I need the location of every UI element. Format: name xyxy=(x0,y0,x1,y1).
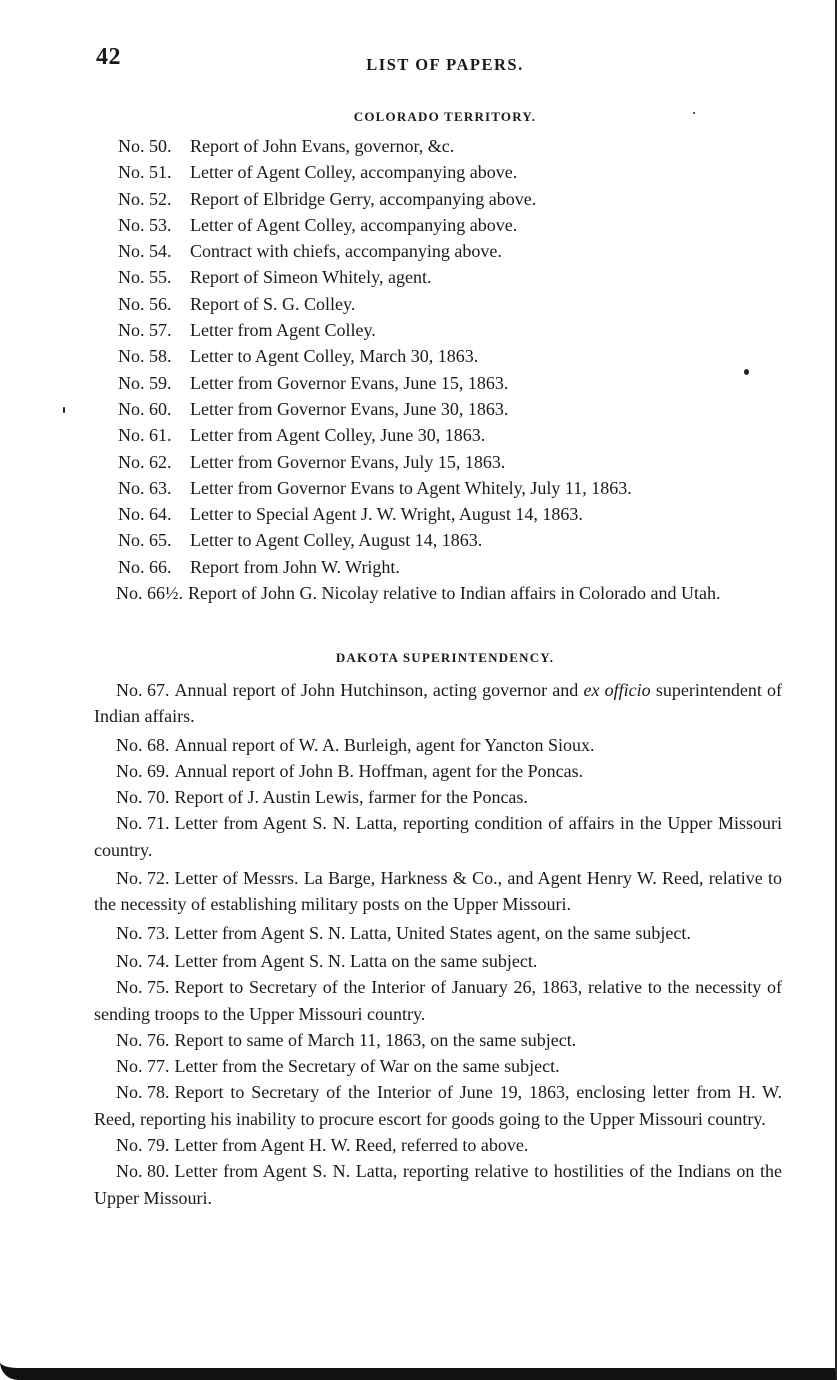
entry-number: No. 77. xyxy=(116,1056,170,1077)
entry-text: Letter to Special Agent J. W. Wright, August 14, 1863. xyxy=(190,504,583,525)
list-item xyxy=(94,449,782,475)
list-item xyxy=(94,865,782,918)
colorado-entry-list xyxy=(94,133,782,580)
entry-number: No. 71. xyxy=(116,813,170,834)
list-item xyxy=(94,370,782,396)
ink-speck xyxy=(744,369,749,375)
entry-text: Letter from Agent S. N. Latta on the same subject. xyxy=(174,950,538,971)
entry-number: No. 79. xyxy=(116,1135,170,1156)
entry-number: No. 54. xyxy=(118,241,172,262)
entry-number: No. 69. xyxy=(116,760,170,781)
entry-text: Annual report of W. A. Burleigh, agent for Yancton Sioux. xyxy=(174,734,595,755)
entry-number: No. 64. xyxy=(118,504,172,525)
entry-number: No. 58. xyxy=(118,346,172,367)
entry-text: Report from John W. Wright. xyxy=(190,556,400,577)
list-item xyxy=(94,501,782,527)
entry-text: Letter of Messrs. La Barge, Harkness & Co., and Agent Henry W. Reed, relative to the necessity of establishing military posts on the Upper Missouri. xyxy=(94,868,782,915)
entry-number: No. 60. xyxy=(118,398,172,419)
entry-number: No. 66½. xyxy=(116,583,183,603)
list-item xyxy=(94,212,782,238)
list-item xyxy=(94,974,782,1027)
entry-number: No. 50. xyxy=(118,136,172,156)
entry-text: Report to same of March 11, 1863, on the same subject. xyxy=(174,1029,577,1050)
entry-text: Letter from Agent H. W. Reed, referred to above. xyxy=(174,1135,529,1156)
list-item xyxy=(94,291,782,317)
entry-number: No. 70. xyxy=(116,787,170,808)
entry-text: Letter from Governor Evans, June 15, 1863. xyxy=(190,372,509,393)
entry-number: No. 52. xyxy=(118,188,172,209)
entry-text: Report of Elbridge Gerry, accompanying above. xyxy=(190,188,537,209)
entry-text-continued: superintendent of Indian affairs. xyxy=(94,680,783,727)
entry-text: Letter to Agent Colley, August 14, 1863. xyxy=(190,530,483,551)
list-item xyxy=(94,1079,782,1132)
list-item xyxy=(94,1027,782,1053)
entry-text: Letter from Governor Evans, June 30, 1863. xyxy=(190,398,509,419)
entry-text: Letter from Agent S. N. Latta, reporting relative to hostilities of the Indians on the Upper Missouri. xyxy=(94,1161,782,1208)
entry-text: Report of J. Austin Lewis, farmer for the Poncas. xyxy=(174,787,528,808)
list-item xyxy=(94,758,782,784)
list-item xyxy=(94,159,782,185)
list-item xyxy=(94,317,782,343)
ink-speck xyxy=(693,112,695,114)
entry-number: No. 56. xyxy=(118,293,172,314)
list-item xyxy=(94,810,782,863)
entry-text: Letter from the Secretary of War on the same subject. xyxy=(174,1056,560,1077)
colorado-entry-66-half xyxy=(94,580,782,606)
list-item xyxy=(94,422,782,448)
list-item xyxy=(94,920,782,946)
list-item xyxy=(94,554,782,580)
entry-number: No. 76. xyxy=(116,1029,170,1050)
entry-number: No. 59. xyxy=(118,372,172,393)
entry-text: Report of John Evans, governor, &c. xyxy=(190,136,455,156)
entry-text: Report to Secretary of the Interior of June 19, 1863, enclosing letter from H. W. Reed, reporting his inability to procure escort for goods going to the Upper Missouri country. xyxy=(94,1082,782,1129)
entry-text: Letter of Agent Colley, accompanying above. xyxy=(190,162,518,183)
entry-number: No. 66. xyxy=(118,556,172,577)
list-item xyxy=(94,264,782,290)
entry-text: Letter of Agent Colley, accompanying above. xyxy=(190,214,518,235)
entry-number: No. 57. xyxy=(118,320,172,341)
entry-text: Annual report of John B. Hoffman, agent for the Poncas. xyxy=(174,760,584,781)
list-item xyxy=(94,133,782,159)
entry-text: Report of John G. Nicolay relative to Indian affairs in Colorado and Utah. xyxy=(188,583,721,603)
list-item xyxy=(94,580,782,606)
list-item xyxy=(94,732,782,758)
list-item xyxy=(94,343,782,369)
section-heading-colorado: COLORADO TERRITORY. xyxy=(353,109,537,124)
entry-number: No. 53. xyxy=(118,214,172,235)
entry-text: Letter from Governor Evans, July 15, 1863. xyxy=(190,451,506,472)
entry-text: Letter to Agent Colley, March 30, 1863. xyxy=(190,346,479,367)
entry-number: No. 51. xyxy=(118,162,172,183)
entry-number: No. 67. xyxy=(116,680,170,700)
list-item xyxy=(94,475,782,501)
list-item xyxy=(94,527,782,553)
entry-number: No. 75. xyxy=(116,977,170,998)
list-item xyxy=(94,238,782,264)
list-item xyxy=(94,186,782,212)
entry-italic-text: ex officio xyxy=(583,680,651,700)
entry-number: No. 68. xyxy=(116,734,170,755)
entry-number: No. 73. xyxy=(116,922,170,943)
section-heading-dakota: DAKOTA SUPERINTENDENCY. xyxy=(335,650,555,665)
entry-text: Report to Secretary of the Interior of January 26, 1863, relative to the necessity of sending troops to the Upper Missouri country. xyxy=(94,977,782,1024)
entry-number: No. 65. xyxy=(118,530,172,551)
list-item xyxy=(94,677,782,730)
running-head: LIST OF PAPERS. xyxy=(366,55,524,74)
entry-text: Letter from Agent Colley. xyxy=(190,320,376,341)
page-number: 42 xyxy=(96,44,121,70)
entry-number: No. 62. xyxy=(118,451,172,472)
list-item xyxy=(94,1053,782,1079)
entry-text: Contract with chiefs, accompanying above. xyxy=(190,241,502,262)
entry-number: No. 78. xyxy=(116,1082,170,1103)
entry-text: Letter from Agent S. N. Latta, reporting condition of affairs in the Upper Missouri country. xyxy=(94,813,782,860)
dakota-entry-list xyxy=(94,677,782,1211)
entry-text: Report of Simeon Whitely, agent. xyxy=(190,267,432,288)
entry-text: Letter from Agent Colley, June 30, 1863. xyxy=(190,425,486,446)
entry-number: No. 61. xyxy=(118,425,172,446)
entry-number: No. 80. xyxy=(116,1161,170,1182)
entry-text: Report of S. G. Colley. xyxy=(190,293,356,314)
entry-number: No. 72. xyxy=(116,868,170,889)
list-item xyxy=(94,1158,782,1211)
entry-number: No. 55. xyxy=(118,267,172,288)
list-item xyxy=(94,1132,782,1158)
entry-text: Letter from Agent S. N. Latta, United States agent, on the same subject. xyxy=(174,922,691,943)
ink-speck xyxy=(63,407,65,413)
list-item xyxy=(94,784,782,810)
entry-number: No. 74. xyxy=(116,950,170,971)
entry-text: Annual report of John Hutchinson, acting governor and xyxy=(174,680,579,700)
entry-text: Letter from Governor Evans to Agent Whitely, July 11, 1863. xyxy=(190,477,632,498)
list-item xyxy=(94,396,782,422)
list-item xyxy=(94,948,782,974)
entry-number: No. 63. xyxy=(118,477,172,498)
